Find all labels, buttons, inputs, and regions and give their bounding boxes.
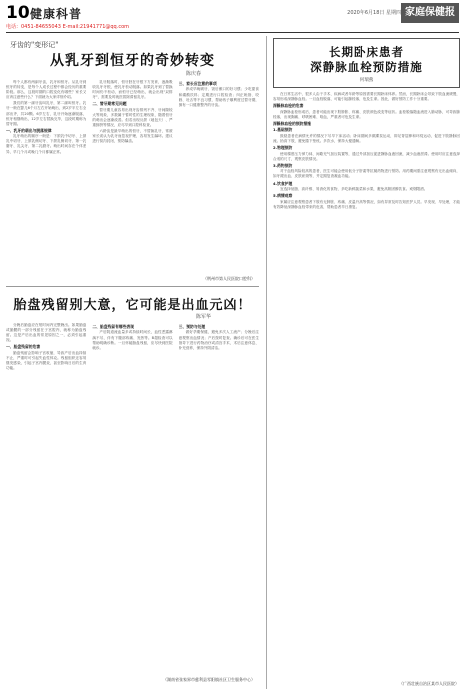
page-header [6,3,459,33]
article3-paragraph: 对于血栓风险较高的患者，医生可能会使用低分子肝素等抗凝药物进行预防。用药期间需注意观察有无出血倾向，如牙龈出血、皮肤瘀斑等，并定期复查凝血功能。 [273,169,460,179]
right-column [266,36,459,689]
article2-subheading: 三、预防与处理 [178,324,206,329]
article3-paragraph: 使用梯度压力弹力袜、间歇充气加压装置等，通过外部加压促进静脉血液回流，减少血液淤滞。使用时应注意选择合适的尺寸，观察皮肤情况。 [273,151,460,161]
article1-paragraph: 乳牙脱落时，恒牙胚在牙根下方发育，逐渐吸收乳牙牙根，使乳牙松动脱落。如果乳牙到了替换时间仍不松动，而恒牙已经萌出，就会出现"双排牙"，需要及时就医拔除滞留乳牙。 [92,80,173,100]
article2-byline: 陈军华 [195,314,211,320]
article3-paragraph: 宜选择低脂、高纤维、易消化的食物，多吃新鲜蔬菜和水果，避免高胆固醇饮食。戒烟限酒。 [280,187,428,191]
article3-paragraph: 家属应注意观察患者下肢有无肿胀、疼痛、皮温升高等情况，如有异常及时告知医护人员。早发现、早处理，才能有效降低深静脉血栓带来的危害，帮助患者早日康复。 [273,199,460,209]
article1-paragraph: 替牙期儿童容易出现牙齿排列不齐、牙间隙较大等现象，多数属于暂时性的生理现象，随着恒牙的萌出会逐渐改善。但若出现反颌（地包天）、严重拥挤等情况，应尽早到口腔科检查。 [92,107,173,128]
article1-col-2 [92,80,172,273]
article1-title: 从乳牙到恒牙的奇妙转变 [50,53,215,69]
article3-title-box [273,38,460,88]
article3-subheading: 2.物理预防 [273,145,293,151]
article2-paragraph: 产后阴道流血量多或持续时间长，血性恶露淋漓不尽，伴有下腹部疼痛、发热等。B超检查可以帮助明确诊断。一旦怀疑胎盘残留，应尽快到医院就诊。 [92,330,173,350]
article2-paragraph: 胎盘残留会影响子宫收缩，导致产后出血持续不止，严重时可引起失血性休克。残留组织还容易继发感染，引起子宫内膜炎，甚至影响日后的生育功能。 [6,350,87,371]
article3-title-line1: 长期卧床患者 [329,45,404,59]
article2-subheading: 一、胎盘残留的危害 [6,344,41,350]
article1-subheading: 三、家长应注意的事项 [178,81,217,86]
article3-paragraph: 在日常生活中，很多人由于手术、疾病或者年龄等原因需要长期卧床休养。然而，长期卧床会导致下肢血流缓慢，容易形成深静脉血栓。一旦血栓脱落，可能引起肺栓塞，危及生命。因此，做好预防工作十分重要。 [273,92,460,102]
article1-source: （荆州市第人民医院口腔科） [203,276,255,281]
article1-paragraph: 每个人都有两副牙齿，乳牙和恒牙。从乳牙到恒牙的转变，是每个人成长过程中都会经历的重要阶段。那么，这段时期的口腔变化有哪些？家长又应该注意些什么？下面就为大家详细介绍。 [6,80,87,100]
article3-title-line2: 深静脉血栓预防措施 [310,60,423,74]
article2-col-2 [92,323,172,673]
article1-subheading: 一、乳牙的萌出与脱落规律 [6,127,52,133]
article2-col-1 [6,323,86,673]
article3-subheading: 深静脉血栓的危害 [273,103,304,109]
article-divider [6,286,259,287]
article1-body [6,80,259,273]
article2-paragraph: 分娩后胎盘应在短时间内完整娩出。如果胎盘或胎膜的一部分残留在子宫腔内，就称为胎盘残留。这是产后出血的常见原因之一，必须引起重视。 [6,323,87,343]
section-title: 健康科普 [30,7,83,21]
article1-col-1 [6,80,86,273]
article1-paragraph: 六龄齿是最早萌出的恒牙，不替换乳牙，常被家长误认为乳牙而忽视护理，容易发生龋坏。建议进行窝沟封闭，预防龋齿。 [92,129,173,144]
article3-paragraph: 鼓励患者在病情允许的情况下尽早下床活动；卧床期间多做踝泵运动，即足背屈伸和环绕运动，促进下肢静脉回流。抬高下肢，避免膝下垫枕。多饮水，保持大便通畅。 [273,133,460,143]
contact-line: 电话：0451-84655043 E-mail:21941771@qq.com [6,24,129,30]
article1-paragraph: 乳牙萌出的顺序一般是：下颌乳中切牙、上颌乳中切牙、上颌乳侧切牙、下颌乳侧切牙、第一乳磨牙、乳尖牙、第二乳磨牙。萌出时间存在个体差异，早几个月或晚几个月都属正常。 [6,134,87,154]
article2-source: （湖南省张家界市慈利县零阳镇社区卫生服务中心） [163,677,255,682]
article3-paragraph: 深静脉血栓形成后，患者可能出现下肢肿胀、疼痛、皮肤颜色改变等症状。血栓脱落随血流进入肺动脉，可导致肺栓塞，出现胸痛、呼吸困难、咯血，严重者可危及生命。 [273,109,460,119]
article3-body [273,92,460,684]
article3-subheading: 深静脉血栓的预防措施 [273,121,311,127]
article2-col-3 [179,323,259,673]
article1-subheading: 二、替牙期常见问题 [92,101,127,107]
article3-source: （广西壮族自治区某市人民医院） [399,681,459,686]
article3-subheading: 5.病情观察 [273,193,293,199]
article2-paragraph: 做好孕期保健，避免多次人工流产；分娩后注意观察出血情况；产后按时复查。确诊后可在医生指导下进行药物治疗或清宫手术，术后注意休息、补充营养，保持外阴清洁。 [178,330,259,350]
page-number: 10 [6,3,30,23]
article3-subheading: 4.饮食护理 [273,180,293,186]
article3-subheading: 3.药物预防 [273,162,293,168]
article1-col-3 [179,80,259,273]
article2-subheading: 二、胎盘残留有哪些表现 [92,324,135,329]
newspaper-name: 家庭保健报 [401,3,459,23]
article2-title: 胎盘残留别大意，它可能是出血元凶！ [13,298,252,313]
article3-byline: 何瑞燕 [359,78,374,83]
article1-kicker: 牙齿的"变形记" [10,41,59,49]
article1-paragraph: 我们的第一副牙齿叫乳牙，第二副叫恒牙。乳牙一般在婴儿6个月左右开始萌出，到2岁半左右全部出齐，共20颗。6岁左右，乳牙开始逐渐脱落，恒牙相继萌出，12岁左右替换完毕，这段时期称为替牙期。 [6,101,87,126]
article3-subheading: 1.基础预防 [273,127,293,133]
issue-date: 2020年6月18日 星期四 [347,10,401,16]
article1-byline: 陈庆春 [185,71,201,77]
left-column [6,36,259,689]
article1-paragraph: 养成早晚刷牙、饭后漱口的好习惯；少吃甜食和碳酸饮料；定期进行口腔检查；纠正吮指、咬唇、吐舌等不良习惯，帮助孩子顺利度过替牙期，拥有一口健康整齐的牙齿。 [178,87,259,107]
article2-body [6,323,259,673]
